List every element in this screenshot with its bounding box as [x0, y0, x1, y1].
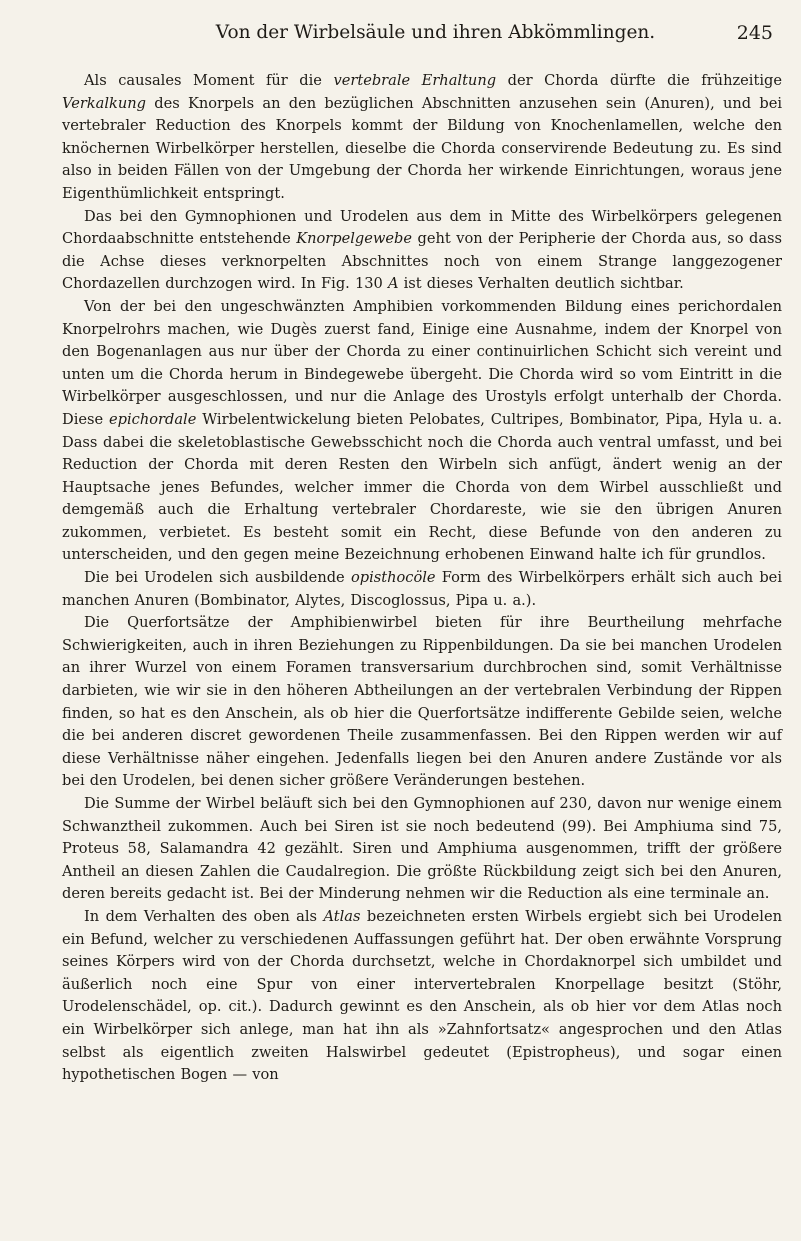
- text-run: Die Querfortsätze der Amphibienwirbel bieten für ihre Beurtheilung mehrfache Schwierigkeiten, auch in ihren Beziehungen zu Rippenbildungen. Da sie bei manchen Urodelen an ihrer Wurzel von einem Foramen transversarium durchbrochen sind, somit Verhältnisse darbieten, wie wir sie in den höheren Abtheilungen an der vertebralen Verbindung der Rippen finden, so hat es den Anschein, als ob hier die Querfortsätze indifferente Gebilde seien, welche die bei anderen discret gewordenen Theile zusammenfassen. Bei den Rippen werden wir auf diese Verhältnisse näher eingehen. Jedenfalls liegen bei den Anuren andere Zustände vor als bei den Urodelen, bei denen sicher größere Veränderungen bestehen.: [62, 614, 782, 790]
- text-run: der Chorda dürfte die frühzeitige: [496, 72, 782, 89]
- text-run: des Knorpels an den bezüglichen Abschnitten anzusehen sein (Anuren), und bei vertebraler Reduction des Knorpels kommt der Bildung von Knochenlamellen, welche den knöchernen Wirbelkörper herstellen, dieselbe die Chorda conservirende Bedeutung zu. Es sind also in beiden Fällen von der Umgebung der Chorda her wirkende Einrichtungen, woraus jene Eigenthümlichkeit entspringt.: [62, 94, 782, 202]
- paragraph: [62, 906, 782, 1087]
- italic-term: Verkalkung: [62, 94, 147, 112]
- text-run: Die Summe der Wirbel beläuft sich bei den Gymnophionen auf 230, davon nur wenige einem Schwanztheil zukommen. Auch bei Siren ist sie noch bedeutend (99). Bei Amphiuma sind 75, Proteus 58, Salamandra 42 gezählt. Siren und Amphiuma ausgenommen, trifft der größere Antheil an diesen Zahlen die Caudalregion. Die größte Rückbildung zeigt sich bei den Anuren, deren bereits gedacht ist. Bei der Minderung nehmen wir die Reduction als eine terminale an.: [62, 795, 782, 903]
- italic-term: Atlas: [323, 907, 361, 925]
- chapter-title: Von der Wirbelsäule und ihren Abkömmlingen.: [215, 22, 656, 43]
- text-run: Die bei Urodelen sich ausbildende: [84, 569, 351, 587]
- page-number: 245: [736, 22, 773, 44]
- text-run: Das bei den Gymnophionen und Urodelen aus dem in Mitte des Wirbelkörpers gelegenen Chordaabschnitte entstehende: [62, 207, 782, 248]
- text-run: Von der bei den ungeschwänzten Amphibien vorkommenden Bildung eines perichordalen Knorpelrohrs machen, wie Dugès zuerst fand, Einige eine Ausnahme, indem der Knorpel von den Bogenanlagen aus nur über der Chorda zu einer continuirlichen Schicht sich vereint und unten um die Chorda herum in Bindegewebe übergeht. Die Chorda wird so vom Eintritt in die Wirbelkörper ausgeschlossen, und nur die Anlage des Urostyls erfolgt unterhalb der Chorda. Diese: [62, 297, 782, 428]
- text-run: ist dieses Verhalten deutlich sichtbar.: [398, 275, 684, 293]
- text-run: Wirbelentwickelung bieten Pelobates, Cultripes, Bombinator, Pipa, Hyla u. a. Dass dabei die skeletoblastische Gewebsschicht noch die Chorda auch ventral umfasst, und bei Reduction der Chorda mit deren Resten den Wirbeln sich anfügt, ändert wenig an der Hauptsache jenes Befundes, welcher immer die Chorda von dem Wirbel ausschließt und demgemäß auch die Erhaltung vertebraler Chordareste, wie sie den übrigen Anuren zukommen, verbietet. Es besteht somit ein Recht, diese Befunde von den anderen zu unterscheiden, und den gegen meine Bezeichnung erhobenen Einwand halte ich für grundlos.: [62, 410, 782, 564]
- text-run: In dem Verhalten des oben als: [84, 907, 324, 925]
- italic-term: Knorpelgewebe: [296, 230, 412, 248]
- italic-term: opisthocöle: [350, 569, 436, 587]
- text-run: geht von der Peripherie der Chorda aus, so dass die Achse dieses verknorpelten Abschnittes noch von einem Strange langgezogener Chordazellen durchzogen wird. In Fig. 130: [62, 230, 782, 293]
- paragraph: [62, 296, 782, 567]
- body-text: [62, 70, 782, 1087]
- paragraph: [62, 567, 782, 612]
- italic-term: vertebrale Erhaltung: [333, 72, 497, 89]
- running-head: [62, 22, 773, 52]
- text-run: Als causales Moment für die: [84, 72, 334, 89]
- paragraph: [62, 612, 782, 793]
- paragraph: [62, 206, 782, 296]
- text-run: Form des Wirbelkörpers erhält sich auch bei manchen Anuren (Bombinator, Alytes, Discoglossus, Pipa u. a.).: [62, 569, 782, 609]
- text-run: bezeichneten ersten Wirbels ergiebt sich bei Urodelen ein Befund, welcher zu verschiedenen Auffassungen geführt hat. Der oben erwähnte Vorsprung seines Körpers wird von der Chorda durchsetzt, welche in Chordaknorpel sich umbildet und äußerlich noch eine Spur von einer intervertebralen Knorpellage besitzt (Stöhr, Urodelenschädel, op. cit.). Dadurch gewinnt es den Anschein, als ob hier vor dem Atlas noch ein Wirbelkörper sich anlege, man hat ihn als »Zahnfortsatz« angesprochen und den Atlas selbst als eigentlich zweiten Halswirbel gedeutet (Epistropheus), und sogar einen hypothetischen Bogen — von: [62, 907, 782, 1084]
- paragraph: [62, 70, 782, 206]
- italic-term: A: [387, 275, 399, 293]
- paragraph: [62, 793, 782, 906]
- italic-term: epichordale: [109, 410, 197, 428]
